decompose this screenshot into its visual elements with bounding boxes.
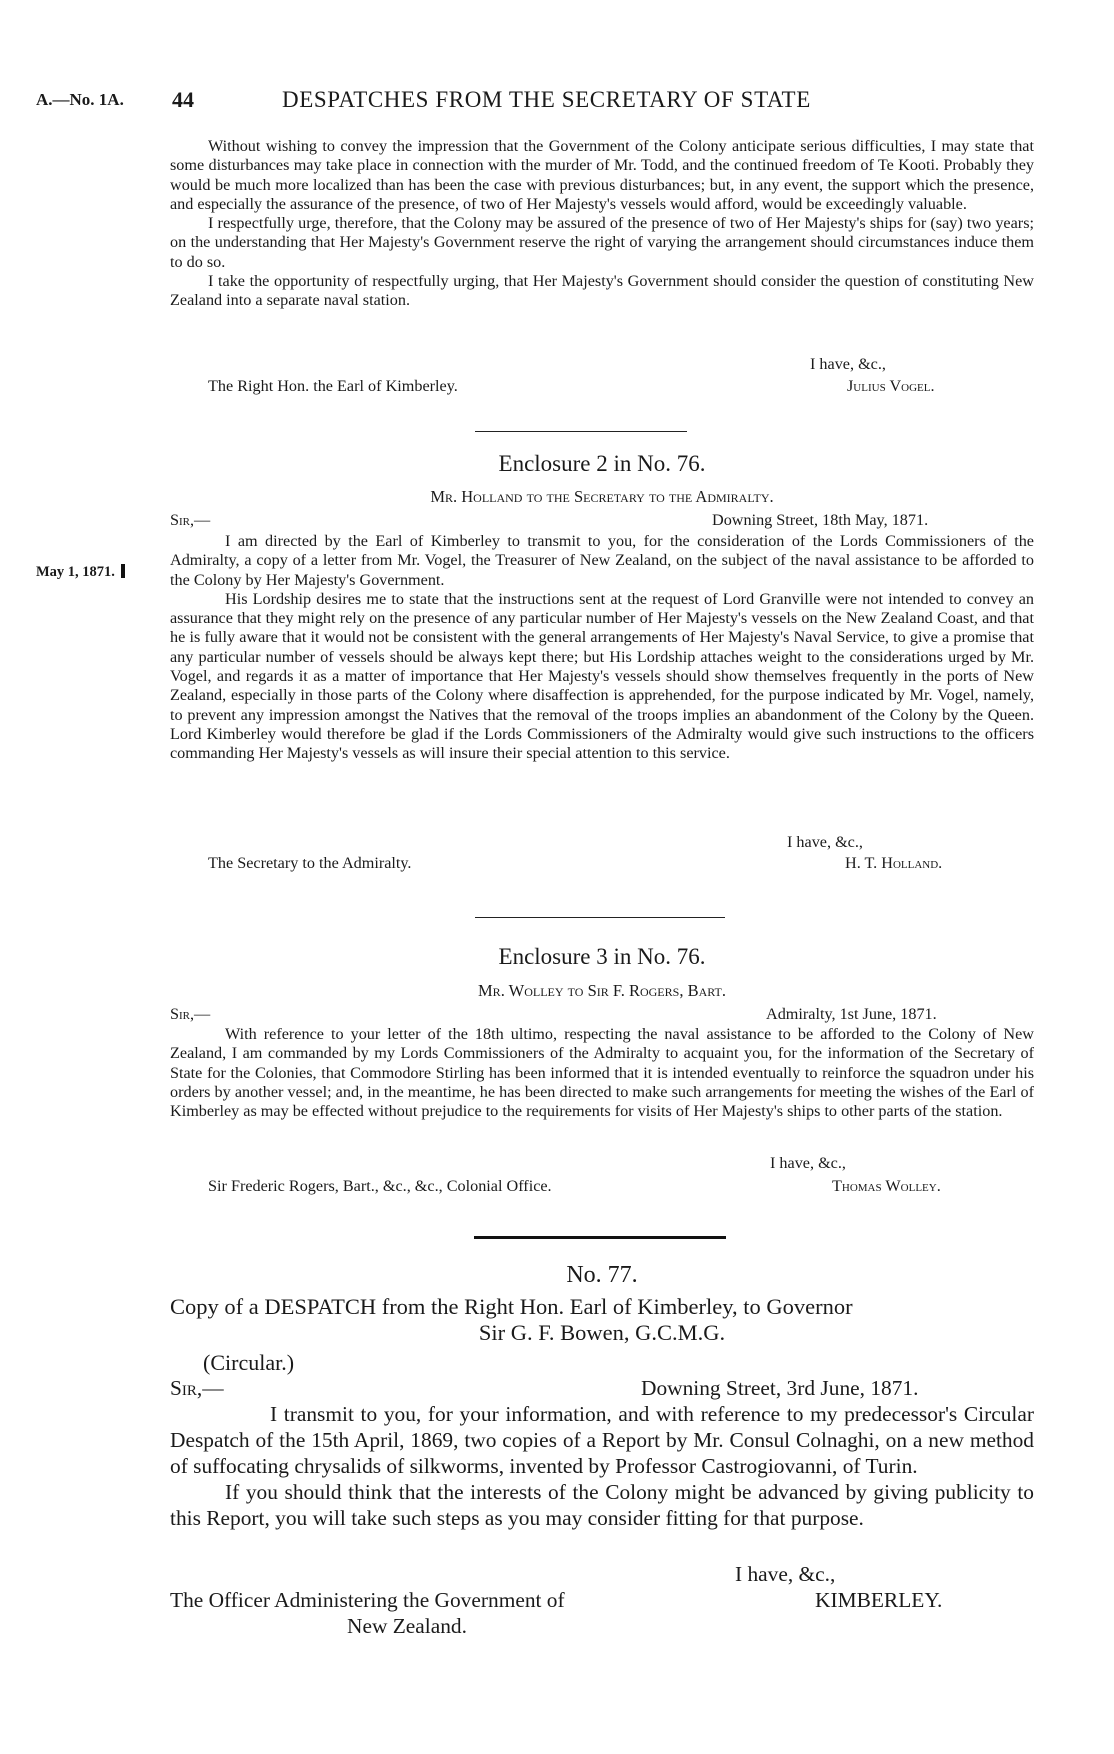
salutation: Sir,— bbox=[170, 1376, 224, 1400]
page-title: DESPATCHES FROM THE SECRETARY OF STATE bbox=[282, 87, 811, 112]
paragraph: I take the opportunity of respectfully urging, that Her Majesty's Government should consider the question of constituting New Zealand into a separate naval station. bbox=[170, 272, 1034, 310]
paragraph: I am directed by the Earl of Kimberley to transmit to you, for the consideration of the Lords Commissioners of the Admiralty, a copy of a letter from Mr. Vogel, the Treasurer of New Zealand, on the subject of the naval assistance to be afforded to the Colony by Her Majesty's Government. bbox=[170, 532, 1034, 589]
enclosure-heading: Enclosure 3 in No. 76. bbox=[498, 944, 706, 969]
addressee: The Right Hon. the Earl of Kimberley. bbox=[208, 377, 458, 395]
paragraph: Without wishing to convey the impression that the Government of the Colony anticipate serious difficulties, I may state that some disturbances may take place in connection with the murder of Mr. Todd, and the continued freedom of Te Kooti. Probably they would be much more localized than has been the case with previous disturbances; but, in any event, the support which the presence, and especially the assurance of the presence, of two of Her Majesty's vessels would afford, would be exceedingly valuable. bbox=[170, 137, 1034, 213]
salutation: Sir,— bbox=[170, 511, 211, 529]
place-date: Admiralty, 1st June, 1871. bbox=[766, 1005, 937, 1023]
despatch-title-line2: Sir G. F. Bowen, G.C.M.G. bbox=[478, 1320, 726, 1345]
letter-body-wolley bbox=[170, 1025, 1034, 1121]
addressee-line2: New Zealand. bbox=[347, 1614, 467, 1638]
signature: KIMBERLEY. bbox=[815, 1588, 943, 1612]
place-date: Downing Street, 3rd June, 1871. bbox=[641, 1376, 919, 1400]
closing: I have, &c., bbox=[810, 355, 886, 373]
letter-body-kimberley bbox=[170, 1401, 1034, 1531]
page-number: 44 bbox=[172, 87, 194, 112]
paragraph: With reference to your letter of the 18th ultimo, respecting the naval assistance to be afforded to the Colony of New Zealand, I am commanded by my Lords Commissioners of the Admiralty to acquaint you, for the information of the Secretary of State for the Colonies, that Commodore Stirling has been informed that it is intended eventually to reinforce the squadron under his orders by another vessel; and, in the meantime, he has been directed to make such arrangements for meeting the wishes of the Earl of Kimberley as may be effected without prejudice to the requirements for visits of Her Majesty's ships to other parts of the station. bbox=[170, 1025, 1034, 1121]
circular-label: (Circular.) bbox=[203, 1350, 295, 1375]
divider bbox=[475, 431, 687, 432]
letter-body-vogel bbox=[170, 137, 1034, 311]
closing: I have, &c., bbox=[770, 1154, 846, 1172]
despatch-title: Copy of a DESPATCH from the Right Hon. Earl of Kimberley, to Governor bbox=[170, 1294, 853, 1319]
signature: Thomas Wolley. bbox=[832, 1177, 941, 1195]
divider-thick bbox=[474, 1236, 726, 1239]
paragraph: If you should think that the interests of the Colony might be advanced by giving publicity to this Report, you will take such steps as you may consider fitting for that purpose. bbox=[170, 1480, 1034, 1530]
margin-note bbox=[36, 564, 125, 581]
enclosure-heading: Enclosure 2 in No. 76. bbox=[498, 451, 706, 476]
place-date: Downing Street, 18th May, 1871. bbox=[712, 511, 929, 529]
letter-body-holland bbox=[170, 532, 1034, 764]
paragraph: His Lordship desires me to state that the instructions sent at the request of Lord Granville were not intended to convey an assurance that they might rely on the presence of any particular number of Her Majesty's vessels on the New Zealand Coast, and that he is fully aware that it would not be consistent with the general arrangements of Her Majesty's Naval Service, to give a promise that any particular number of vessels should be always kept there; but His Lordship attaches weight to the considerations urged by Mr. Vogel, and regards it as a matter of importance that Her Majesty's vessels should show themselves frequently in the ports of New Zealand, especially in those parts of the Colony where disaffection is apprehended, for the purpose indicated by Mr. Vogel, namely, to prevent any impression amongst the Natives that the removal of the troops implies an abandonment of the Colony by the Queen. Lord Kimberley would therefore be glad if the Lords Commissioners of the Admiralty would give such instructions to the officers commanding Her Majesty's vessels as will insure their special attention to this service. bbox=[170, 589, 1034, 763]
addressee: The Secretary to the Admiralty. bbox=[208, 854, 412, 872]
enclosure-subheading: Mr. Holland to the Secretary to the Admiralty. bbox=[430, 487, 774, 506]
addressee: Sir Frederic Rogers, Bart., &c., &c., Colonial Office. bbox=[208, 1177, 552, 1195]
closing: I have, &c., bbox=[787, 833, 863, 851]
salutation: Sir,— bbox=[170, 1005, 211, 1023]
enclosure-subheading bbox=[170, 981, 1034, 1001]
paragraph: I respectfully urge, therefore, that the Colony may be assured of the presence of two of Her Majesty's ships for (say) two years; on the understanding that Her Majesty's Government reserve the right of varying the arrangement should circumstances induce them to do so. bbox=[170, 214, 1034, 271]
despatch-number: No. 77. bbox=[566, 1262, 638, 1288]
margin-note-text: May 1, 1871. bbox=[36, 564, 115, 580]
addressee: The Officer Administering the Government of bbox=[170, 1588, 565, 1612]
closing: I have, &c., bbox=[735, 1562, 836, 1586]
enclosure-subheading-text: Mr. Wolley to Sir F. Rogers, Bart. bbox=[478, 981, 726, 1000]
signature: Julius Vogel. bbox=[847, 377, 935, 395]
document-reference: A.—No. 1A. bbox=[36, 90, 124, 109]
signature: H. T. Holland. bbox=[845, 854, 943, 872]
paragraph: I transmit to you, for your information, and with reference to my predecessor's Circular Despatch of the 15th April, 1869, two copies of a Report by Mr. Consul Colnaghi, on a new method of suffocating chrysalids of silkworms, invented by Professor Castrogiovanni, of Turin. bbox=[170, 1402, 1034, 1478]
divider bbox=[475, 917, 725, 918]
margin-mark-icon bbox=[121, 564, 125, 578]
